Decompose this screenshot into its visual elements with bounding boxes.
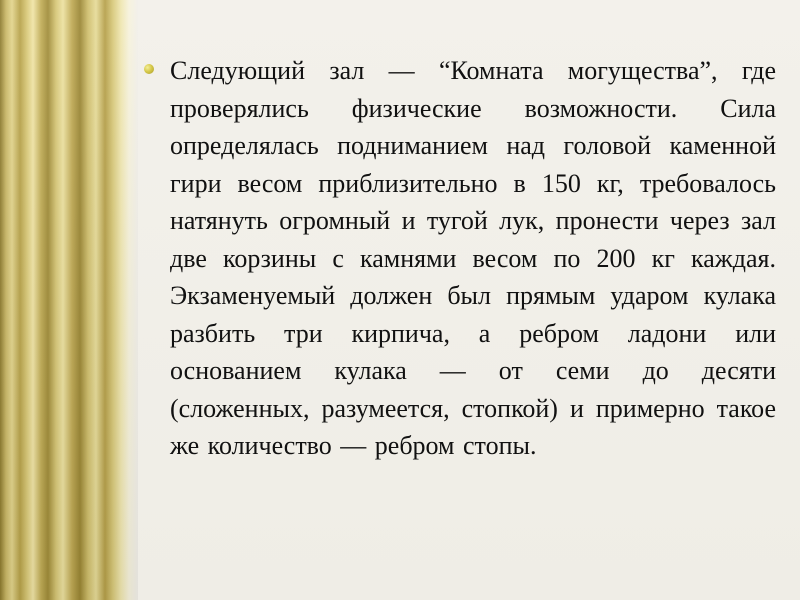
slide-content <box>140 52 776 465</box>
bullet-item <box>140 52 776 465</box>
gold-curtain-decoration <box>0 0 138 600</box>
bullet-text: Следующий зал — “Комната могущества”, где проверялись физические возможности. Сила определялась подниманием над головой каменной гири весом приблизительно в 150 кг, требовалось натянуть огромный и тугой лук, пронести через зал две корзины с камнями весом по 200 кг каждая. Экзаменуемый должен был прямым ударом кулака разбить три кирпича, а ребром ладони или основанием кулака — от семи до десяти (сложенных, разумеется, стопкой) и примерно такое же количество — ребром стопы. <box>170 56 776 460</box>
bullet-dot-icon <box>144 64 154 74</box>
